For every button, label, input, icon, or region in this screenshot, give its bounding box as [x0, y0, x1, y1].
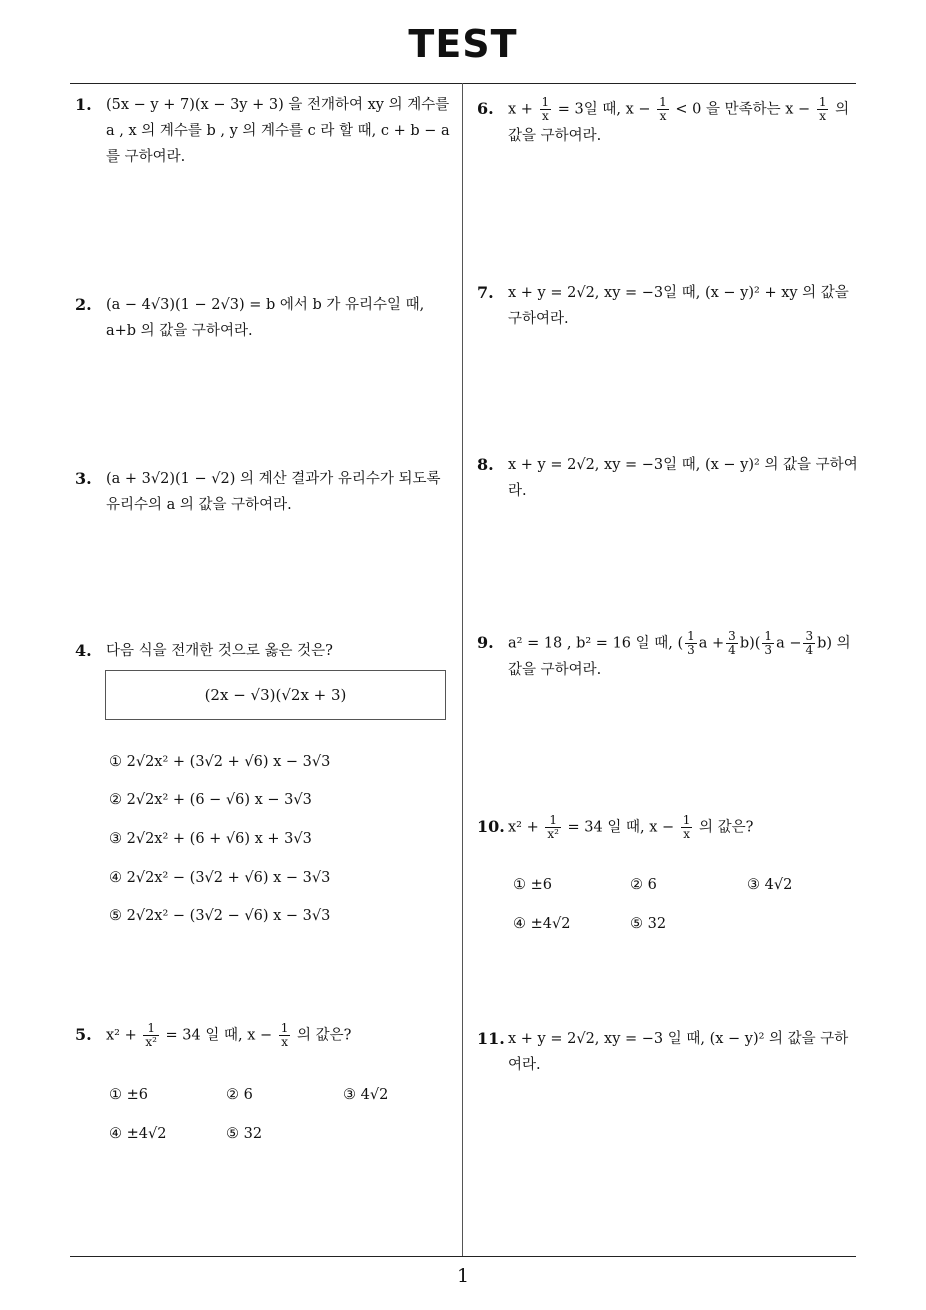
fraction: $\frac{3}{4}$ [728, 629, 736, 657]
question-4 [75, 638, 457, 664]
option-1[interactable]: ① ±6 [513, 877, 552, 893]
question-number: 6. [477, 99, 494, 118]
fraction: $\frac{3}{4}$ [805, 629, 814, 657]
question-number: 2. [75, 295, 92, 314]
option-3[interactable]: ③ 4√2 [747, 877, 793, 893]
question-11 [477, 1026, 859, 1078]
option-4[interactable]: ④ ±4√2 [513, 916, 571, 932]
page-number: 1 [456, 1265, 470, 1287]
question-number: 1. [75, 95, 92, 114]
fraction: $\frac{1}{x}$ [682, 813, 691, 841]
question-text: x + $\frac{1}{x}$ = 3일 때, x − $\frac{1}{x}$ < 0 을 만족하는 x − $\frac{1}{x}$ 의 값을 구하여라. [508, 95, 850, 144]
fraction: $\frac{1}{x}$ [280, 1021, 289, 1049]
question-number: 7. [477, 283, 494, 302]
question-number: 8. [477, 455, 494, 474]
fraction: $\frac{1}{\text{x²}}$ [145, 1021, 157, 1049]
question-text: x + y = 2√2, xy = −3일 때, (x − y)² + xy 의 값을 구하여라. [508, 285, 849, 327]
page-title: TEST [408, 22, 518, 66]
fraction: $\frac{1}{3}$ [687, 629, 695, 657]
option-2[interactable]: ② 6 [226, 1087, 253, 1103]
question-8 [477, 452, 859, 504]
question-number: 11. [477, 1029, 505, 1048]
question-text: (5x − y + 7)(x − 3y + 3) 을 전개하여 xy 의 계수를 a , x 의 계수를 b , y 의 계수를 c 라 할 때, c + b − a 를 구하여라. [106, 97, 450, 165]
question-number: 3. [75, 469, 92, 488]
expression-box: (2x − √3)(√2x + 3) [105, 670, 446, 720]
option-2[interactable]: ② 2√2x² + (6 − √6) x − 3√3 [109, 792, 312, 808]
question-text: (a + 3√2)(1 − √2) 의 계산 결과가 유리수가 되도록 유리수의 a 의 값을 구하여라. [106, 471, 441, 513]
option-4[interactable]: ④ 2√2x² − (3√2 + √6) x − 3√3 [109, 870, 331, 886]
question-3 [75, 466, 457, 518]
question-9 [477, 630, 859, 683]
question-text: (a − 4√3)(1 − 2√3) = b 에서 b 가 유리수일 때, a+b 의 값을 구하여라. [106, 297, 425, 339]
question-5 [75, 1022, 457, 1049]
question-1 [75, 92, 457, 170]
question-number: 5. [75, 1025, 92, 1044]
option-5[interactable]: ⑤ 32 [226, 1126, 263, 1142]
fraction: $\frac{1}{3}$ [764, 629, 773, 657]
option-3[interactable]: ③ 4√2 [343, 1087, 389, 1103]
option-3[interactable]: ③ 2√2x² + (6 + √6) x + 3√3 [109, 831, 312, 847]
column-divider [462, 83, 463, 1256]
option-1[interactable]: ① 2√2x² + (3√2 + √6) x − 3√3 [109, 754, 331, 770]
question-text: x + y = 2√2, xy = −3 일 때, (x − y)² 의 값을 구하여라. [508, 1031, 849, 1073]
question-7 [477, 280, 859, 332]
question-6 [477, 96, 859, 149]
fraction: $\frac{1}{x}$ [659, 95, 667, 123]
option-4[interactable]: ④ ±4√2 [109, 1126, 167, 1142]
question-text: x² + $\frac{1}{\text{x²}}$ = 34 일 때, x − $\frac{1}{x}$ 의 값은? [508, 813, 754, 841]
question-text: 다음 식을 전개한 것으로 옳은 것은? [106, 643, 333, 659]
bottom-rule [70, 1256, 856, 1257]
option-2[interactable]: ② 6 [630, 877, 657, 893]
question-number: 10. [477, 817, 505, 836]
option-5[interactable]: ⑤ 32 [630, 916, 667, 932]
fraction: $\frac{1}{\text{x²}}$ [547, 813, 559, 841]
fraction: $\frac{1}{x}$ [541, 95, 550, 123]
option-1[interactable]: ① ±6 [109, 1087, 148, 1103]
question-number: 4. [75, 641, 92, 660]
question-10 [477, 814, 859, 841]
question-text: a² = 18 , b² = 16 일 때, ( $\frac{1}{3}$ a + $\frac{3}{4}$ b)( $\frac{1}{3}$ a − $\frac{3}{4}$ b) 의 값을 구하여라. [508, 629, 851, 678]
question-text: x + y = 2√2, xy = −3일 때, (x − y)² 의 값을 구하여라. [508, 457, 858, 499]
question-text: x² + $\frac{1}{\text{x²}}$ = 34 일 때, x − $\frac{1}{x}$ 의 값은? [106, 1021, 352, 1049]
question-2 [75, 292, 457, 344]
top-rule [70, 83, 856, 84]
question-number: 9. [477, 633, 494, 652]
option-5[interactable]: ⑤ 2√2x² − (3√2 − √6) x − 3√3 [109, 908, 331, 924]
fraction: $\frac{1}{x}$ [818, 95, 827, 123]
